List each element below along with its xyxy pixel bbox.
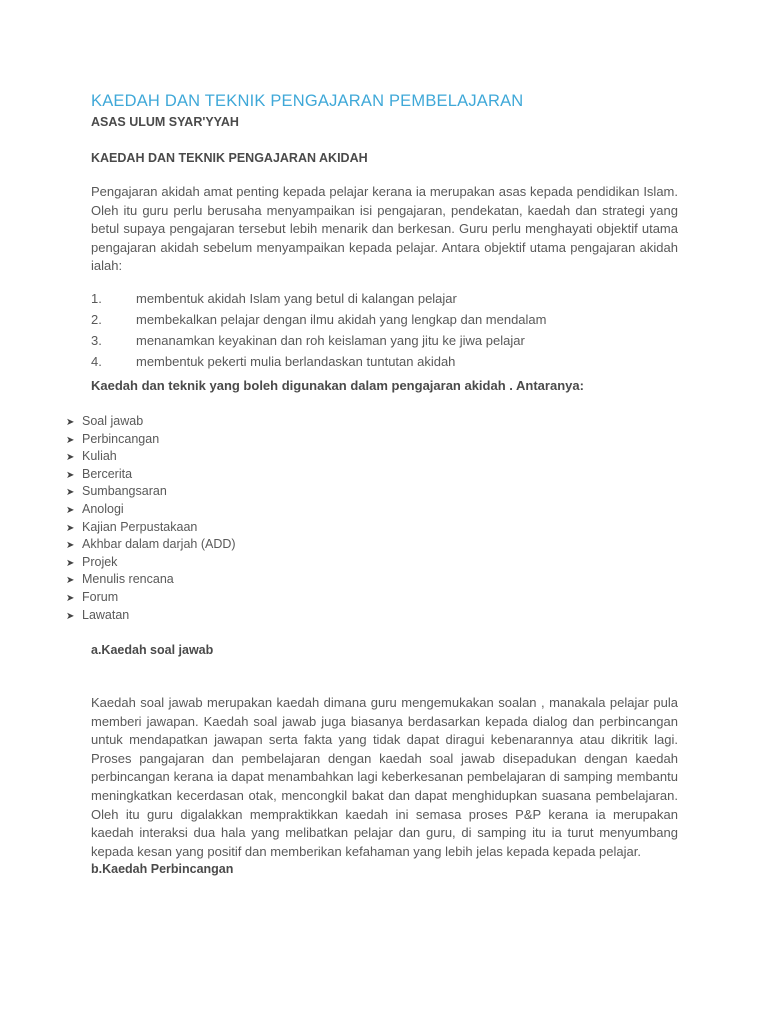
objectives-list [91, 290, 691, 374]
list-item: ➤ Perbincangan [66, 431, 236, 449]
methods-list [66, 413, 236, 624]
list-item: ➤ Kuliah [66, 448, 236, 466]
section-heading-perbincangan: b.Kaedah Perbincangan [91, 862, 234, 876]
list-item: ➤ Sumbangsaran [66, 483, 236, 501]
arrow-bullet-icon: ➤ [66, 592, 75, 604]
arrow-bullet-icon: ➤ [66, 557, 75, 569]
methods-heading: Kaedah dan teknik yang boleh digunakan dalam pengajaran akidah . Antaranya: [91, 378, 584, 393]
list-item: ➤ Akhbar dalam darjah (ADD) [66, 536, 236, 554]
arrow-bullet-icon: ➤ [66, 504, 75, 516]
section-heading-akidah: KAEDAH DAN TEKNIK PENGAJARAN AKIDAH [91, 151, 368, 165]
list-item: ➤ Kajian Perpustakaan [66, 519, 236, 537]
list-item: ➤ Soal jawab [66, 413, 236, 431]
arrow-bullet-icon: ➤ [66, 452, 75, 464]
list-item: 3. menanamkan keyakinan dan roh keislaman yang jitu ke jiwa pelajar [91, 333, 525, 348]
document-title: KAEDAH DAN TEKNIK PENGAJARAN PEMBELAJARAN [91, 92, 524, 110]
list-item: ➤ Anologi [66, 501, 236, 519]
list-item: 1. membentuk akidah Islam yang betul di kalangan pelajar [91, 291, 457, 306]
list-item: ➤ Projek [66, 554, 236, 572]
section-heading-soal-jawab: a.Kaedah soal jawab [91, 643, 214, 657]
list-item: 2. membekalkan pelajar dengan ilmu akidah yang lengkap dan mendalam [91, 312, 547, 327]
arrow-bullet-icon: ➤ [66, 540, 75, 552]
list-item: ➤ Menulis rencana [66, 571, 236, 589]
list-item: ➤ Forum [66, 589, 236, 607]
arrow-bullet-icon: ➤ [66, 610, 75, 622]
document-subtitle: ASAS ULUM SYAR'YYAH [91, 115, 239, 129]
arrow-bullet-icon: ➤ [66, 434, 75, 446]
arrow-bullet-icon: ➤ [66, 575, 75, 587]
list-item: ➤ Lawatan [66, 607, 236, 625]
arrow-bullet-icon: ➤ [66, 522, 75, 534]
soal-jawab-paragraph: Kaedah soal jawab merupakan kaedah dimana guru mengemukakan soalan , manakala pelajar pula memberi jawapan. Kaedah soal jawab juga biasanya berdasarkan kepada dialog dan perbincangan untuk mendapatkan jawapan serta fakta yang tidak dapat diragui kebenarannya atau dikritik lagi. Proses pangajaran dan pembelajaran dengan kaedah soal jawab disepadukan dengan kaedah perbincangan kerana ia dapat menambahkan lagi keberkesanan pembelajaran di samping membantu meningkatkan kecerdasan otak, mencongkil bakat dan dapat menghidupkan suasana pembelajaran. Oleh itu guru digalakkan mempraktikkan kaedah ini semasa proses P&P kerana ia merupakan kaedah interaksi dua hala yang melibatkan pelajar dan guru, di samping itu ia turut menyumbang kepada kesan yang positif dan memberikan kefahaman yang lebih jelas kepada kepada pelajar. [91, 695, 678, 859]
arrow-bullet-icon: ➤ [66, 469, 75, 481]
intro-paragraph: Pengajaran akidah amat penting kepada pelajar kerana ia merupakan asas kepada pendidikan Islam. Oleh itu guru perlu berusaha menyampaikan isi pengajaran, pendekatan, kaedah dan strategi yang betul supaya pengajaran tersebut lebih menarik dan berkesan. Guru perlu menghayati objektif utama pengajaran akidah sebelum menyampaikan kepada pelajar. Antara objektif utama pengajaran akidah ialah: [91, 184, 678, 274]
arrow-bullet-icon: ➤ [66, 417, 75, 428]
list-item: ➤ Bercerita [66, 466, 236, 484]
list-item: 4. membentuk pekerti mulia berlandaskan tuntutan akidah [91, 354, 456, 369]
arrow-bullet-icon: ➤ [66, 487, 75, 499]
